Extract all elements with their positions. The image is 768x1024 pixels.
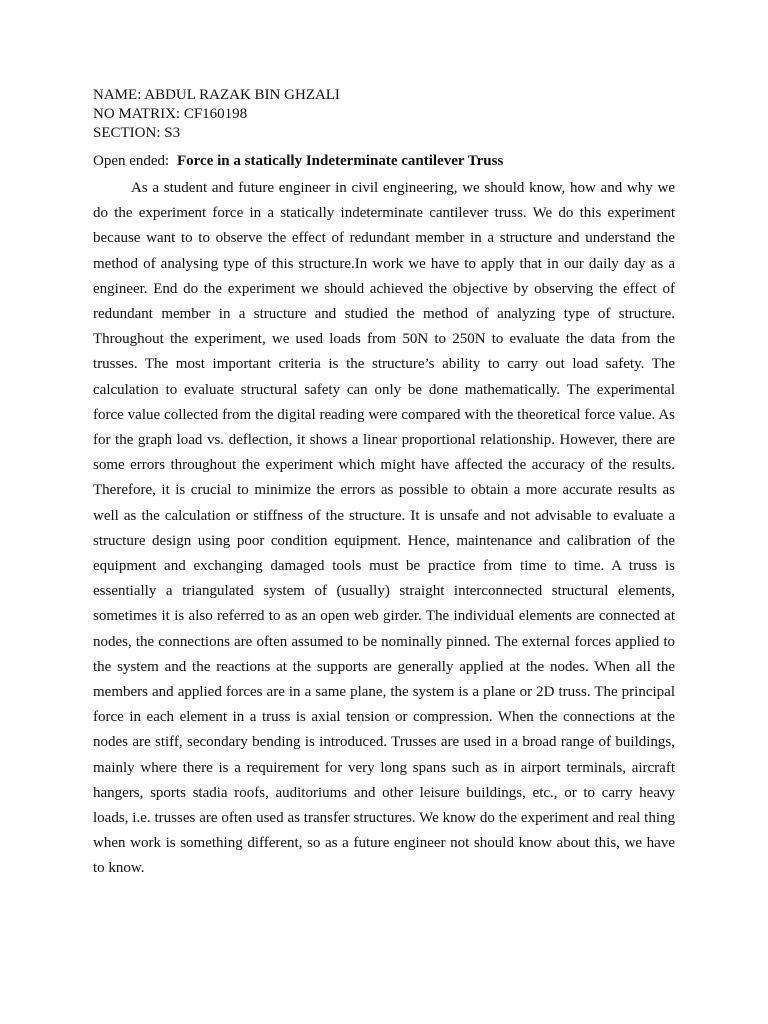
student-info-header bbox=[93, 86, 678, 143]
open-ended-heading bbox=[93, 152, 678, 171]
body-paragraph: As a student and future engineer in civil engineering, we should know, how and why we do the experiment force in a statically indeterminate cantilever truss. We do this experiment because want to to observe the effect of redundant member in a structure and understand the method of analysing type of this structure.In work we have to apply that in our daily day as a engineer. End do the experiment we should achieved the objective by observing the effect of redundant member in a structure and studied the method of analyzing type of structure. Throughout the experiment, we used loads from 50N to 250N to evaluate the data from the trusses. The most important criteria is the structure’s ability to carry out load safety. The calculation to evaluate structural safety can only be done mathematically. The experimental force value collected from the digital reading were compared with the theoretical force value. As for the graph load vs. deflection, it shows a linear proportional relationship. However, there are some errors throughout the experiment which might have affected the accuracy of the results. Therefore, it is crucial to minimize the errors as possible to obtain a more accurate results as well as the calculation or stiffness of the structure. It is unsafe and not advisable to evaluate a structure design using poor condition equipment. Hence, maintenance and calibration of the equipment and exchanging damaged tools must be practice from time to time. A truss is essentially a triangulated system of (usually) straight interconnected structural elements, sometimes it is also referred to as an open web girder. The individual elements are connected at nodes, the connections are often assumed to be nominally pinned. The external forces applied to the system and the reactions at the supports are generally applied at the nodes. When all the members and applied forces are in a same plane, the system is a plane or 2D truss. The principal force in each element in a truss is axial tension or compression. When the connections at the nodes are stiff, secondary bending is introduced. Trusses are used in a broad range of buildings, mainly where there is a requirement for very long spans such as in airport terminals, aircraft hangers, sports stadia roofs, auditoriums and other leisure buildings, etc., or to carry heavy loads, i.e. trusses are often used as transfer structures. We know do the experiment and real thing when work is something different, so as a future engineer not should know about this, we have to know. bbox=[93, 180, 675, 877]
section-number: SECTION: S3 bbox=[93, 125, 181, 141]
open-ended-label: Open ended: bbox=[93, 153, 170, 169]
document-title: Force in a statically Indeterminate cantilever Truss bbox=[176, 153, 504, 169]
student-name: NAME: ABDUL RAZAK BIN GHZALI bbox=[93, 87, 340, 103]
matrix-number: NO MATRIX: CF160198 bbox=[93, 106, 248, 122]
